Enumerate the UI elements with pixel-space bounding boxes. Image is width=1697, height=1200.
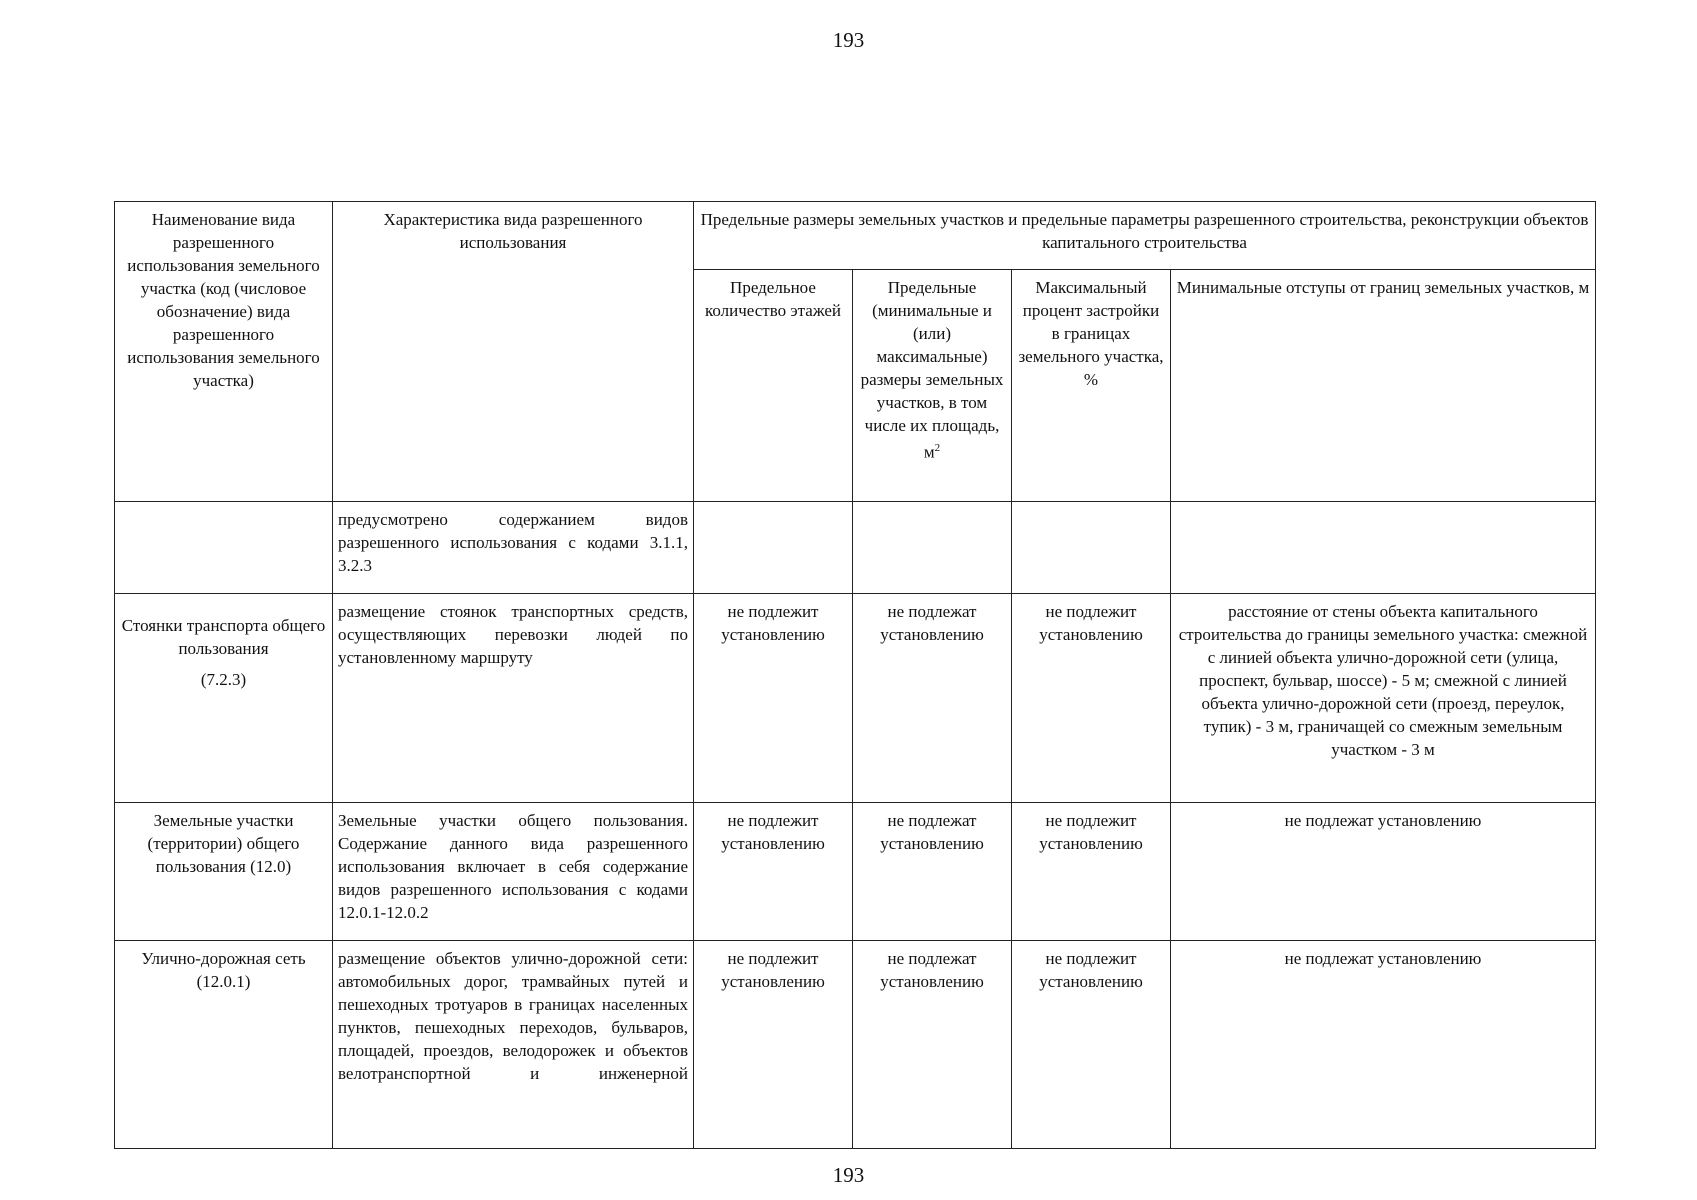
row-setbacks (1171, 502, 1596, 594)
row-characteristic: Земельные участки общего пользования. Содержание данного вида разрешенного использования включает в себя содержание видов разрешенного использования с кодами 12.0.1-12.0.2 (333, 803, 694, 941)
row-name-text: Стоянки транспорта общего пользования (121, 616, 326, 658)
row-characteristic: размещение объектов улично-дорожной сети: автомобильных дорог, трамвайных путей и пешеходных тротуаров в границах населенных пунктов, пешеходных переходов, бульваров, площадей, проездов, велодорожек и объектов велотранспортной и инженерной (333, 941, 694, 1149)
header-sizes (853, 270, 1012, 502)
table-row (115, 941, 1596, 1149)
row-characteristic: размещение стоянок транспортных средств, осуществляющих перевозки людей по установленному маршруту (333, 594, 694, 803)
table-row (115, 803, 1596, 941)
header-limits-group: Предельные размеры земельных участков и предельные параметры разрешенного строительства, реконструкции объектов капитального строительства (694, 202, 1596, 270)
row-coverage (1012, 502, 1171, 594)
row-coverage: не подлежит установлению (1012, 941, 1171, 1149)
header-row-1 (115, 202, 1596, 270)
page-number-top: 193 (832, 28, 865, 52)
row-name (115, 502, 333, 594)
row-code: (7.2.3) (200, 670, 247, 689)
header-sizes-superscript: 2 (934, 442, 941, 454)
land-use-regulations-table (114, 201, 1596, 1149)
row-code: (12.0.1) (196, 972, 251, 991)
row-floors: не подлежит установлению (694, 594, 853, 803)
header-name: Наименование вида разрешенного использования земельного участка (код (числовое обозначение) вида разрешенного использования земельного участка) (115, 202, 333, 502)
row-sizes: не подлежат установлению (853, 803, 1012, 941)
row-setbacks: расстояние от стены объекта капитального строительства до границы земельного участка: смежной с линией объекта улично-дорожной сети (улица, проспект, бульвар, шоссе) - 5 м; смежной с линией объекта улично-дорожной сети (проезд, переулок, тупик) - 3 м, граничащей со смежным земельным участком - 3 м (1171, 594, 1596, 803)
row-characteristic: предусмотрено содержанием видов разрешенного использования с кодами 3.1.1, 3.2.3 (333, 502, 694, 594)
header-setbacks: Минимальные отступы от границ земельных участков, м (1171, 270, 1596, 502)
row-floors (694, 502, 853, 594)
row-name (115, 594, 333, 803)
row-sizes: не подлежат установлению (853, 941, 1012, 1149)
row-coverage: не подлежит установлению (1012, 803, 1171, 941)
row-coverage: не подлежит установлению (1012, 594, 1171, 803)
row-name-text: Улично-дорожная сеть (141, 949, 306, 968)
row-sizes: не подлежат установлению (853, 594, 1012, 803)
row-floors: не подлежит установлению (694, 941, 853, 1149)
row-setbacks: не подлежат установлению (1171, 941, 1596, 1149)
row-sizes (853, 502, 1012, 594)
table-row (115, 502, 1596, 594)
row-setbacks: не подлежат установлению (1171, 803, 1596, 941)
page-number-bottom: 193 (832, 1163, 865, 1187)
row-floors: не подлежит установлению (694, 803, 853, 941)
table-row (115, 594, 1596, 803)
row-name (115, 941, 333, 1149)
header-coverage: Максимальный процент застройки в границах земельного участка, % (1012, 270, 1171, 502)
header-sizes-text: Предельные (минимальные и (или) максимальные) размеры земельных участков, в том числе их площадь, м (860, 278, 1004, 462)
header-characteristic: Характеристика вида разрешенного использования (333, 202, 694, 502)
header-floors: Предельное количество этажей (694, 270, 853, 502)
row-name: Земельные участки (территории) общего пользования (12.0) (115, 803, 333, 941)
